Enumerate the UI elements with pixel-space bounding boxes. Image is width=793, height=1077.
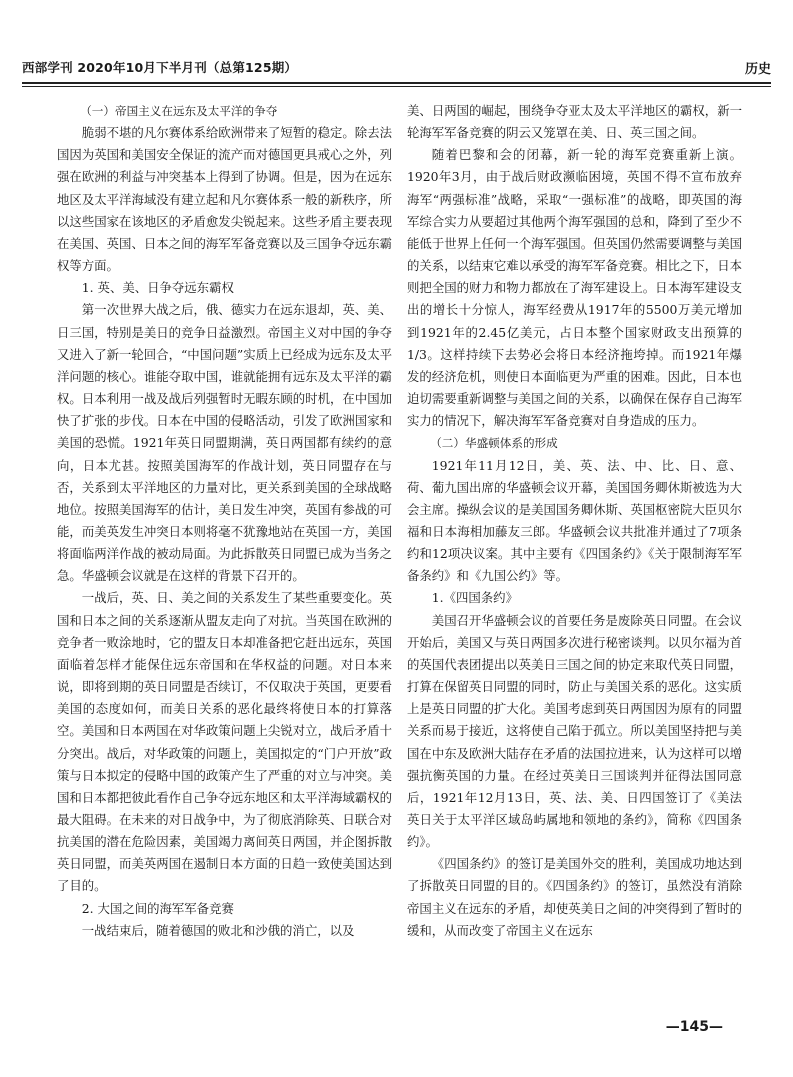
journal-title: 西部学刊 2020年10月下半月刊（总第125期） [22,60,298,75]
paragraph: 一战后，英、日、美之间的关系发生了某些重要变化。英国和日本之间的关系逐渐从盟友走向了对抗。当英国在欧洲的竞争者一败涂地时，它的盟友日本却准备把它赶出远东，英国面临着怎样才能保住远东帝国和在华权益的问题。对日本来说，即将到期的英日同盟是否续订，不仅取决于英国，更要看美国的态度如何，而美日关系的恶化最终将使日本的打算落空。美国和日本两国在对华政策问题上尖锐对立，战后矛盾十分突出。战后，对华政策的问题上，美国拟定的“门户开放”政策与日本拟定的侵略中国的政策产生了严重的对立与冲突。美国和日本都把彼此看作自己争夺远东地区和太平洋海域霸权的最大阻碍。在未来的对日战争中，为了彻底消除英、日联合对抗美国的潜在危险因素，美国竭力离间英日两国，并企图拆散英日同盟，而美英两国在遏制日本方面的日趋一致使美国达到了目的。 [57,590,392,894]
paragraph: 一战结束后，随着德国的败北和沙俄的消亡，以及 [81,922,355,938]
page-number: —145— [665,1019,723,1035]
section-label: 历史 [744,62,771,77]
section-heading: 2. 大国之间的海军军备竞赛 [81,900,234,916]
paragraph: 第一次世界大战之后，俄、德实力在远东退却，英、美、日三国，特别是美日的竞争日益激烈。帝国主义对中国的争夺又进入了新一轮回合，“中国问题”实质上已经成为远东及太平洋问题的核心。谁能夺取中国，谁就能拥有远东及太平洋的霸权。日本利用一战及战后列强暂时无暇东顾的时机，在中国加快了扩张的步伐。日本在中国的侵略活动，引发了欧洲国家和美国的恐慌。1921年英日同盟期满，英日两国都有续约的意向，日本尤甚。按照美国海军的作战计划，英日同盟存在与否，关系到太平洋地区的力量对比，更关系到美国的全球战略地位。按照美国海军的估计，美日发生冲突，英国有参战的可能，而美英发生冲突日本则将毫不犹豫地站在英国一方，美国将面临两洋作战的被动局面。为此拆散英日同盟已成为当务之急。华盛顿会议就是在这样的背景下召开的。 [57,302,392,584]
paragraph: 1921年11月12日，美、英、法、中、比、日、意、荷、葡九国出席的华盛顿会议开幕，美国国务卿休斯被选为大会主席。操纵会议的是美国国务卿休斯、英国枢密院大臣贝尔福和日本海相加藤友三郎。华盛顿会议共批准并通过了7项条约和12项决议案。其中主要有《四国条约》《关于限制海军军备条约》和《九国公约》等。 [407,457,742,584]
section-heading: 1. 英、美、日争夺远东霸权 [81,280,234,296]
section-heading: （二）华盛顿体系的形成 [430,436,558,451]
right-column [407,100,742,942]
header-rule-thin [22,86,771,87]
header-rule-thick [22,82,771,84]
paragraph: 脆弱不堪的凡尔赛体系给欧洲带来了短暂的稳定。除去法国因为英国和美国安全保证的流产而对德国更具戒心之外，列强在欧洲的利益与冲突基本上得到了协调。但是，因为在远东地区及太平洋海域没有建立起和凡尔赛体系一般的新秩序，所以这些国家在该地区的矛盾愈发尖锐起来。这些矛盾主要表现在美国、英国、日本之间的海军军备竞赛以及三国争夺远东霸权等方面。 [57,125,392,274]
paragraph: 随着巴黎和会的闭幕，新一轮的海军竞赛重新上演。1920年3月，由于战后财政濒临困境，英国不得不宣布放弃海军“两强标准”战略，采取“一强标准”的战略，即英国的海军综合实力从要超过其他两个海军强国的总和，降到了至少不能低于世界上任何一个海军强国。但英国仍然需要调整与美国的关系，以结束它难以承受的海军军备竞赛。相比之下，日本则把全国的财力和物力都放在了海军建设上。日本海军建设支出的增长十分惊人，海军经费从1917年的5500万美元增加到1921年的2.45亿美元，占日本整个国家财政支出预算的1/3。这样持续下去势必会将日本经济拖垮掉。而1921年爆发的经济危机，则使日本面临更为严重的困难。因此，日本也迫切需要重新调整与美国之间的关系，以确保在保存自己海军实力的情况下，解决海军军备竞赛对自身造成的压力。 [407,147,742,429]
left-column [57,100,392,942]
section-heading: 1.《四国条约》 [431,590,518,606]
section-heading: （一）帝国主义在远东及太平洋的争夺 [80,104,278,118]
paragraph: 《四国条约》的签订是美国外交的胜利，美国成功地达到了拆散英日同盟的目的。《四国条约》的签订，虽然没有消除帝国主义在远东的矛盾，却使英美日之间的冲突得到了暂时的缓和，从而改变了帝国主义在远东 [407,856,742,938]
paragraph: 美、日两国的崛起，围绕争夺亚太及太平洋地区的霸权，新一轮海军军备竞赛的阴云又笼罩在美、日、英三国之间。 [407,103,742,141]
running-header [22,56,771,78]
paragraph: 美国召开华盛顿会议的首要任务是废除英日同盟。在会议开始后，美国又与英日两国多次进行秘密谈判。以贝尔福为首的英国代表团提出以英美日三国之间的协定来取代英日同盟，打算在保留英日同盟的同时，防止与美国关系的恶化。这实质上是英日同盟的扩大化。美国考虑到英日两国因为原有的同盟关系而易于接近，这将使自己陷于孤立。所以美国坚持把与美国在中东及欧洲大陆存在矛盾的法国拉进来，认为这样可以增强抗衡英国的力量。在经过英美日三国谈判并征得法国同意后，1921年12月13日，英、法、美、日四国签订了《美法英日关于太平洋区域岛屿属地和领地的条约》，简称《四国条约》。 [407,612,742,850]
